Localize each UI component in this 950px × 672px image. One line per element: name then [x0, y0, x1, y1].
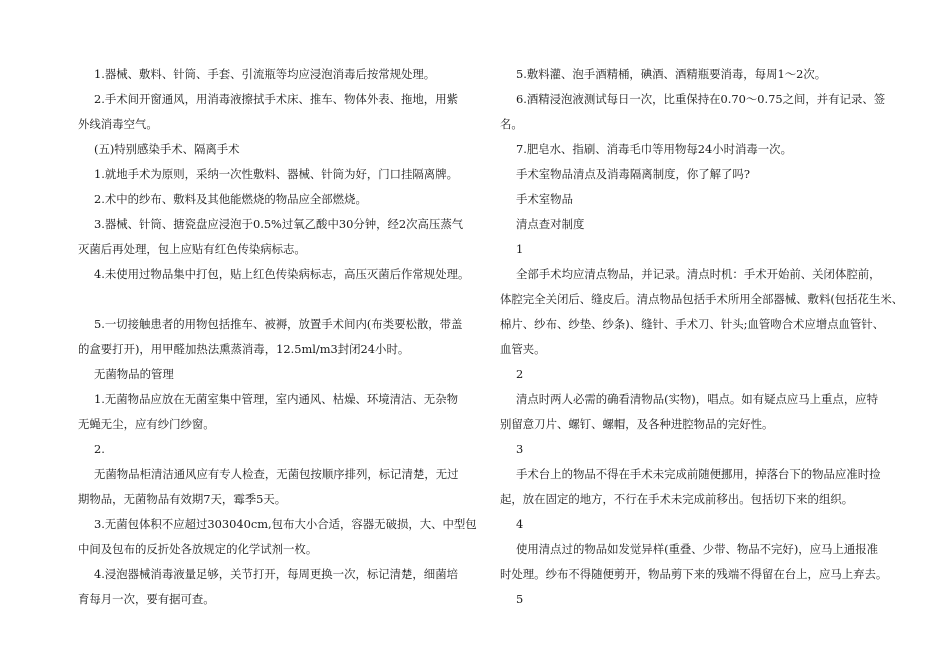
text-line: 6.酒精浸泡液测试每日一次，比重保持在0.70～0.75之间，并有记录、签 [516, 92, 886, 106]
paragraph [78, 512, 477, 562]
text-line: 使用清点过的物品如发觉异样(重叠、少带、物品不完好)，应马上通报准 [516, 542, 878, 556]
text-line: 名。 [500, 117, 523, 131]
paragraph [500, 87, 884, 137]
text-line: 无菌物品柜清洁通风应有专人检查，无菌包按顺序排列，标记清楚，无过 [94, 467, 459, 481]
paragraph [500, 212, 884, 237]
paragraph [78, 437, 462, 462]
text-line: 3 [516, 442, 524, 456]
text-line: 棉片、纱布、纱垫、纱条)、缝针、手术刀、针头;血管吻合术应增点血管针、 [500, 317, 885, 331]
paragraph [500, 262, 904, 362]
right-column [500, 62, 904, 612]
paragraph [78, 387, 462, 437]
paragraph [500, 237, 884, 262]
paragraph [78, 187, 462, 212]
paragraph [500, 362, 884, 387]
text-line: 5 [516, 592, 524, 606]
text-line: 外线消毒空气。 [78, 117, 158, 131]
text-line: 手术台上的物品不得在手术未完成前随便挪用，掉落台下的物品应准时捡 [516, 467, 881, 481]
text-line: 中间及包布的反折处各放规定的化学试剂一枚。 [78, 542, 318, 556]
text-line: 4.未使用过物品集中打包，贴上红色传染病标志，高压灭菌后作常规处理。 [94, 267, 470, 281]
paragraph [500, 462, 884, 512]
text-line: 手术室物品 [516, 192, 573, 206]
paragraph [500, 387, 884, 437]
text-line: 灭菌后再处理，包上应贴有红色传染病标志。 [78, 242, 306, 256]
text-line: 无菌物品的管理 [94, 367, 174, 381]
text-line: 2. [94, 442, 105, 456]
text-line: 5.一切接触患者的用物包括推车、被褥，放置手术间内(布类要松散，带盖 [94, 317, 463, 331]
text-line: 5.敷料灌、泡手酒精桶，碘酒、酒精瓶要消毒，每周1～2次。 [516, 67, 827, 81]
text-line: 的盒要打开)，用甲醛加热法熏蒸消毒，12.5ml/m3封闭24小时。 [78, 342, 410, 356]
text-line: 1.就地手术为原则，采纳一次性敷料、器械、针筒为好，门口挂隔离牌。 [94, 167, 458, 181]
text-line: 期物品，无菌物品有效期7天，霉季5天。 [78, 492, 287, 506]
paragraph [78, 262, 470, 287]
paragraph [500, 512, 884, 537]
text-line: 4 [516, 517, 524, 531]
text-line: 育每月一次，要有据可查。 [78, 592, 215, 606]
text-line: 2 [516, 367, 524, 381]
text-line: 别留意刀片、螺钉、螺帽，及各种进腔物品的完好性。 [500, 417, 774, 431]
text-line: 2.术中的纱布、敷料及其他能燃烧的物品应全部燃烧。 [94, 192, 367, 206]
text-line: 4.浸泡器械消毒液量足够，关节打开，每周更换一次，标记清楚，细菌培 [94, 567, 458, 581]
paragraph [500, 537, 888, 587]
paragraph [500, 437, 884, 462]
paragraph [78, 312, 462, 362]
paragraph [78, 462, 462, 512]
blank-line [78, 287, 462, 312]
text-line: 1 [516, 242, 524, 256]
paragraph [78, 87, 462, 137]
text-line: 时处理。纱布不得随便剪开，物品剪下来的残端不得留在台上，应马上弃去。 [500, 567, 888, 581]
text-line: 起，放在固定的地方，不行在手术未完成前移出。包括切下来的组织。 [500, 492, 854, 506]
paragraph [500, 587, 884, 612]
text-line: 清点查对制度 [516, 217, 585, 231]
text-line: (五)特别感染手术、隔离手术 [94, 142, 240, 156]
text-line: 无蝇无尘，应有纱门纱窗。 [78, 417, 215, 431]
left-column [78, 62, 477, 612]
paragraph [500, 62, 884, 87]
paragraph [78, 137, 462, 162]
paragraph [78, 212, 462, 262]
paragraph [500, 162, 884, 187]
paragraph [78, 562, 462, 612]
paragraph [78, 62, 462, 87]
text-line: 血管夹。 [500, 342, 546, 356]
paragraph [500, 187, 884, 212]
text-line: 1.无菌物品应放在无菌室集中管理，室内通风、枯燥、环境清洁、无杂物 [94, 392, 458, 406]
paragraph [78, 162, 462, 187]
text-line: 体腔完全关闭后、缝皮后。清点物品包括手术所用全部器械、敷料(包括花生米、 [500, 292, 904, 306]
text-line: 清点时两人必需的确看清物品(实物)，唱点。如有疑点应马上重点，应特 [516, 392, 878, 406]
text-line: 3.器械、针筒、搪瓷盘应浸泡于0.5%过氧乙酸中30分钟，经2次高压蒸气 [94, 217, 464, 231]
text-line: 1.器械、敷料、针筒、手套、引流瓶等均应浸泡消毒后按常规处理。 [94, 67, 436, 81]
text-line: 3.无菌包体积不应超过303040cm,包布大小合适，容器无破损，大、中型包 [94, 517, 477, 531]
text-line: 手术室物品清点及消毒隔离制度，你了解了吗? [516, 167, 750, 181]
text-line: 全部手术均应清点物品，并记录。清点时机：手术开始前、关闭体腔前， [516, 267, 881, 281]
paragraph [500, 137, 884, 162]
text-line: 2.手术间开窗通风，用消毒液擦拭手术床、推车、物体外表、拖地，用紫 [94, 92, 458, 106]
text-line: 7.肥皂水、指刷、消毒毛巾等用物每24小时消毒一次。 [516, 142, 792, 156]
paragraph [78, 362, 462, 387]
